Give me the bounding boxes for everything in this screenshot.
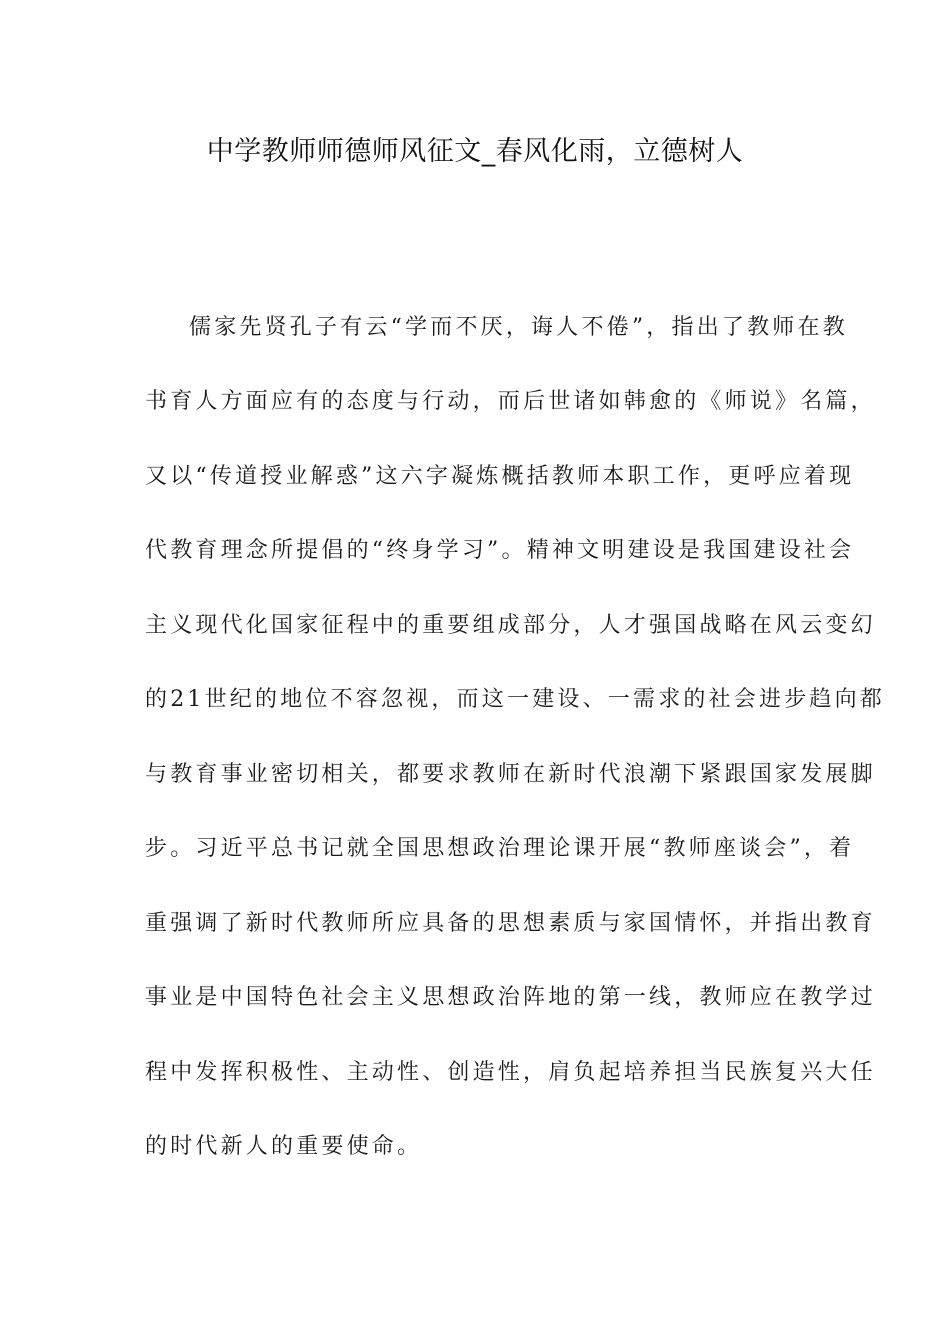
paragraph-line: 儒家先贤孔子有云“学而不厌，诲人不倦”，指出了教师在教 [189, 315, 848, 340]
paragraph-line: 程中发挥积极性、主动性、创造性，肩负起培养担当民族复兴大任 [145, 1060, 876, 1085]
paragraph-line: 事业是中国特色社会主义思想政治阵地的第一线，教师应在教学过 [145, 985, 876, 1010]
paragraph-line: 的21世纪的地位不容忽视，而这一建设、一需求的社会进步趋向都 [145, 687, 885, 712]
paragraph-line: 重强调了新时代教师所应具备的思想素质与家国情怀，并指出教育 [145, 911, 876, 936]
document-title: 中学教师师德师风征文_春风化雨，立德树人 [206, 136, 744, 167]
paragraph-line: 又以“传道授业解惑”这六字凝炼概括教师本职工作，更呼应着现 [145, 464, 855, 489]
paragraph-line: 主义现代化国家征程中的重要组成部分，人才强国战略在风云变幻 [145, 613, 876, 638]
paragraph-line: 书育人方面应有的态度与行动，而后世诸如韩愈的《师说》名篇， [145, 389, 876, 414]
paragraph-line: 步。习近平总书记就全国思想政治理论课开展“教师座谈会”，着 [145, 836, 855, 861]
paragraph-line: 的时代新人的重要使命。 [145, 1134, 423, 1159]
paragraph-line: 与教育事业密切相关，都要求教师在新时代浪潮下紧跟国家发展脚 [145, 762, 876, 787]
paragraph-line: 代教育理念所提倡的“终身学习”。精神文明建设是我国建设社会 [145, 538, 855, 563]
